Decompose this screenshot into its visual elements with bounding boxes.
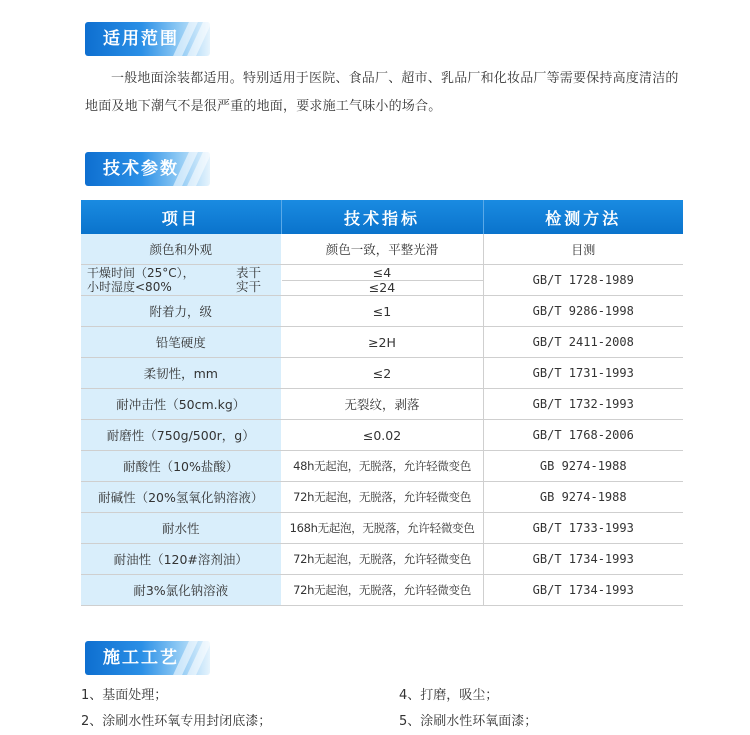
row-method: GB/T 2411-2008 [483,327,683,358]
row-spec: 无裂纹，剥落 [281,389,483,420]
step-item: 1、基面处理； [81,688,168,703]
row-item: 耐酸性（10%盐酸） [81,451,281,482]
header-spec: 技术指标 [281,200,483,234]
row-method: GB/T 1733-1993 [483,513,683,544]
row-method: GB 9274-1988 [483,482,683,513]
row-item: 颜色和外观 [81,234,281,265]
steps-left-column [81,683,271,735]
row-spec: ≤2 [281,358,483,389]
row-method: GB/T 9286-1998 [483,296,683,327]
intro-paragraph: 一般地面涂装都适用。特别适用于医院、食品厂、超市、乳品厂和化妆品厂等需要保持高度清洁的地面及地下潮气不是很严重的地面，要求施工气味小的场合。 [85,71,679,114]
row-item: 耐水性 [81,513,281,544]
section-header-params [85,152,210,186]
table-row [81,544,683,575]
row-item-drying [81,265,281,296]
row-item: 耐3%氯化钠溶液 [81,575,281,606]
row-spec: 48h无起泡，无脱落，允许轻微变色 [281,451,483,482]
row-method: GB/T 1731-1993 [483,358,683,389]
row-item: 铅笔硬度 [81,327,281,358]
row-item: 耐碱性（20%氢氧化钠溶液） [81,482,281,513]
table-row [81,389,683,420]
step-item: 5、涂刷水性环氧面漆； [399,714,538,729]
row-item: 附着力，级 [81,296,281,327]
table-header-row [81,200,683,234]
section-header-process [85,641,210,675]
row-spec: 颜色一致，平整光滑 [281,234,483,265]
section-header-scope [85,22,210,56]
table-row [81,358,683,389]
table-row [81,234,683,265]
header-item: 项目 [81,200,281,234]
table-row-drying [81,265,683,296]
table-row [81,513,683,544]
row-spec: ≤1 [281,296,483,327]
row-method: 目测 [483,234,683,265]
row-method: GB/T 1732-1993 [483,389,683,420]
table-row [81,327,683,358]
drying-spec-hard: ≤24 [368,280,396,295]
row-spec: 72h无起泡，无脱落，允许轻微变色 [281,482,483,513]
table-row [81,451,683,482]
row-spec-drying [281,265,483,296]
steps-right-column [399,683,537,735]
row-spec: ≤0.02 [281,420,483,451]
header-method: 检测方法 [483,200,683,234]
row-item: 柔韧性，mm [81,358,281,389]
row-spec: 168h无起泡，无脱落，允许轻微变色 [281,513,483,544]
row-item: 耐油性（120#溶剂油） [81,544,281,575]
row-item: 耐磨性（750g/500r，g） [81,420,281,451]
row-method: GB/T 1734-1993 [483,575,683,606]
row-method: GB/T 1768-2006 [483,420,683,451]
row-method: GB/T 1728-1989 [483,265,683,296]
step-item: 4、打磨，吸尘； [399,688,499,703]
step-item: 2、涂刷水性环氧专用封闭底漆； [81,714,272,729]
drying-label-line1: 干燥时间（25°C）， [87,266,195,280]
row-method: GB 9274-1988 [483,451,683,482]
row-spec: ≥2H [281,327,483,358]
row-item: 耐冲击性（50cm.kg） [81,389,281,420]
table-row [81,420,683,451]
drying-label-line2: 小时湿度<80% [87,280,172,294]
table-row [81,296,683,327]
row-spec: 72h无起泡，无脱落，允许轻微变色 [281,544,483,575]
table-row [81,575,683,606]
table-row [81,482,683,513]
drying-spec-surface: ≤4 [282,265,483,281]
drying-sub-hard: 实干 [236,279,262,294]
section-title-process: 施工工艺 [103,648,179,668]
row-spec: 72h无起泡，无脱落，允许轻微变色 [281,575,483,606]
drying-sub-surface: 表干 [236,265,262,280]
section-title-params: 技术参数 [103,159,179,179]
tech-params-table [81,200,683,606]
section-title-scope: 适用范围 [103,29,179,49]
row-method: GB/T 1734-1993 [483,544,683,575]
